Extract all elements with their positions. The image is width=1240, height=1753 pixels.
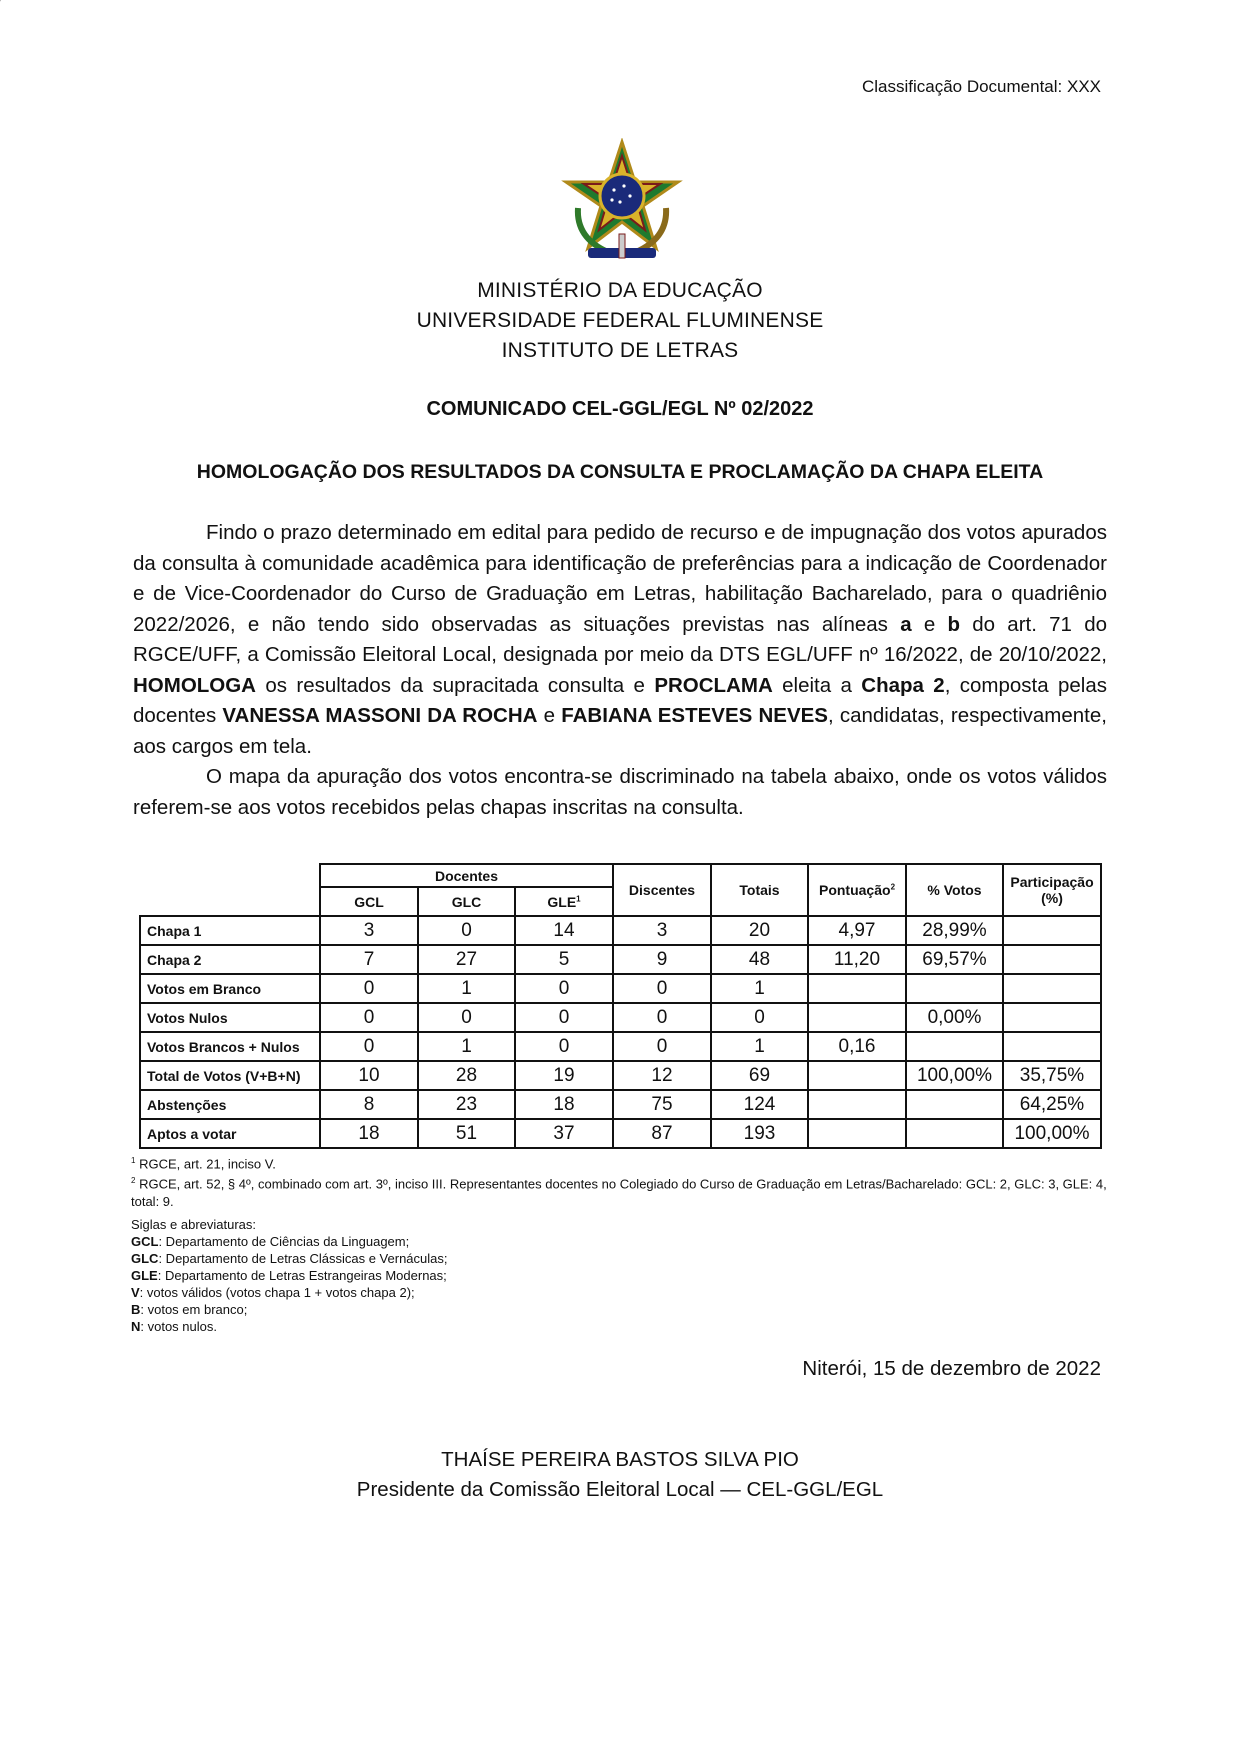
cell-pontuacao: 0,16 — [808, 1032, 906, 1061]
cell-participacao — [1003, 1032, 1101, 1061]
cell-discentes: 87 — [613, 1119, 711, 1148]
header-glc: GLC — [418, 887, 515, 916]
row-label: Total de Votos (V+B+N) — [140, 1061, 320, 1090]
abbreviations-list — [131, 1233, 1111, 1335]
cell-glc: 1 — [418, 974, 515, 1003]
row-label: Votos Brancos + Nulos — [140, 1032, 320, 1061]
cell-gcl: 7 — [320, 945, 418, 974]
cell-participacao — [1003, 916, 1101, 945]
cell-votos-pct: 69,57% — [906, 945, 1003, 974]
abbreviation-item: B: votos em branco; — [131, 1301, 248, 1317]
cell-discentes: 0 — [613, 1003, 711, 1032]
header-gcl: GCL — [320, 887, 418, 916]
cell-pontuacao — [808, 1003, 906, 1032]
row-label: Votos em Branco — [140, 974, 320, 1003]
cell-participacao — [1003, 974, 1101, 1003]
cell-votos-pct — [906, 974, 1003, 1003]
corner-mark — [0, 0, 6, 12]
table-row — [140, 945, 1101, 974]
table-corner — [140, 864, 320, 916]
signatory-name: THAÍSE PEREIRA BASTOS SILVA PIO — [441, 1448, 799, 1471]
cell-gle: 37 — [515, 1119, 613, 1148]
row-label: Votos Nulos — [140, 1003, 320, 1032]
header-university: UNIVERSIDADE FEDERAL FLUMINENSE — [416, 309, 824, 332]
cell-pontuacao — [808, 1061, 906, 1090]
header-participacao: Participação (%) — [1003, 864, 1101, 916]
cell-totais: 124 — [711, 1090, 808, 1119]
cell-votos-pct: 0,00% — [906, 1003, 1003, 1032]
signatory-role: Presidente da Comissão Eleitoral Local — CEL-GGL/EGL — [356, 1478, 884, 1501]
cell-totais: 1 — [711, 974, 808, 1003]
cell-glc: 0 — [418, 916, 515, 945]
cell-participacao — [1003, 945, 1101, 974]
cell-gle: 18 — [515, 1090, 613, 1119]
cell-votos-pct — [906, 1119, 1003, 1148]
cell-gcl: 0 — [320, 974, 418, 1003]
cell-gle: 0 — [515, 1003, 613, 1032]
header-ministry: MINISTÉRIO DA EDUCAÇÃO — [477, 279, 763, 302]
cell-votos-pct — [906, 1090, 1003, 1119]
cell-totais: 48 — [711, 945, 808, 974]
cell-gle: 19 — [515, 1061, 613, 1090]
cell-gcl: 0 — [320, 1032, 418, 1061]
header-discentes: Discentes — [613, 864, 711, 916]
abbreviation-item: GCL: Departamento de Ciências da Linguagem; — [131, 1233, 410, 1249]
footnote-2: $^2$ RGCE, art. 52, § 4º, combinado com art. 3º, inciso III. Representantes docentes no Colegiado do Curso de Graduação em Letras/Bacharelado: GCL: 2, GLC: 3, GLE: 4, total: 9. — [131, 1176, 1107, 1209]
cell-gle: 0 — [515, 1032, 613, 1061]
cell-totais: 193 — [711, 1119, 808, 1148]
cell-votos-pct: 28,99% — [906, 916, 1003, 945]
header-totais: Totais — [711, 864, 808, 916]
signature-block — [0, 1445, 1240, 1505]
cell-totais: 0 — [711, 1003, 808, 1032]
cell-totais: 1 — [711, 1032, 808, 1061]
emblem-star-dot — [618, 200, 621, 203]
table-row — [140, 1061, 1101, 1090]
abbreviation-item: GLE: Departamento de Letras Estrangeiras Modernas; — [131, 1267, 447, 1283]
row-label: Chapa 1 — [140, 916, 320, 945]
emblem-star-dot — [610, 198, 613, 201]
table-row — [140, 1032, 1101, 1061]
abbreviations-title: Siglas e abreviaturas: — [131, 1216, 257, 1232]
cell-gle: 5 — [515, 945, 613, 974]
header-gle: GLE$^1$ — [515, 887, 613, 916]
cell-gcl: 18 — [320, 1119, 418, 1148]
header-institute: INSTITUTO DE LETRAS — [501, 339, 739, 362]
classification-label: Classificação Documental: XXX — [861, 77, 1101, 96]
cell-discentes: 3 — [613, 916, 711, 945]
row-label: Chapa 2 — [140, 945, 320, 974]
cell-pontuacao — [808, 974, 906, 1003]
emblem-circle — [600, 174, 644, 218]
row-label: Aptos a votar — [140, 1119, 320, 1148]
table-row — [140, 1003, 1101, 1032]
cell-glc: 27 — [418, 945, 515, 974]
cell-discentes: 75 — [613, 1090, 711, 1119]
cell-glc: 28 — [418, 1061, 515, 1090]
header-pontuacao: Pontuação$^2$ — [808, 864, 906, 916]
header-votos-pct: % Votos — [906, 864, 1003, 916]
cell-discentes: 12 — [613, 1061, 711, 1090]
cell-totais: 20 — [711, 916, 808, 945]
emblem-star-dot — [628, 194, 631, 197]
cell-glc: 23 — [418, 1090, 515, 1119]
cell-gle: 0 — [515, 974, 613, 1003]
cell-totais: 69 — [711, 1061, 808, 1090]
table-row — [140, 1090, 1101, 1119]
cell-discentes: 0 — [613, 1032, 711, 1061]
coat-of-arms-emblem — [558, 138, 686, 266]
header-docentes: Docentes — [320, 864, 613, 887]
paragraph-2: O mapa da apuração dos votos encontra-se discriminado na tabela abaixo, onde os votos válidos referem-se aos votos recebidos pelas chapas inscritas na consulta. — [133, 765, 1107, 819]
emblem-star-dot — [622, 184, 625, 187]
row-label: Abstenções — [140, 1090, 320, 1119]
cell-pontuacao: 11,20 — [808, 945, 906, 974]
cell-participacao — [1003, 1003, 1101, 1032]
institution-header — [0, 276, 1240, 366]
emblem-sword — [619, 234, 625, 258]
body-text — [133, 518, 1107, 823]
place-date: Niterói, 15 de dezembro de 2022 — [802, 1357, 1101, 1380]
cell-votos-pct — [906, 1032, 1003, 1061]
cell-participacao: 100,00% — [1003, 1119, 1101, 1148]
table-row — [140, 1119, 1101, 1148]
table-row — [140, 974, 1101, 1003]
cell-glc: 1 — [418, 1032, 515, 1061]
cell-participacao: 64,25% — [1003, 1090, 1101, 1119]
document-title: COMUNICADO CEL-GGL/EGL Nº 02/2022 — [426, 398, 814, 420]
document-subtitle: HOMOLOGAÇÃO DOS RESULTADOS DA CONSULTA E PROCLAMAÇÃO DA CHAPA ELEITA — [196, 461, 1044, 483]
cell-votos-pct: 100,00% — [906, 1061, 1003, 1090]
table-row — [140, 916, 1101, 945]
cell-gcl: 0 — [320, 1003, 418, 1032]
cell-gcl: 3 — [320, 916, 418, 945]
cell-pontuacao — [808, 1119, 906, 1148]
cell-glc: 0 — [418, 1003, 515, 1032]
emblem-star-dot — [612, 188, 615, 191]
abbreviation-item: N: votos nulos. — [131, 1318, 217, 1334]
footnotes — [131, 1152, 1111, 1335]
cell-pontuacao: 4,97 — [808, 916, 906, 945]
abbreviation-item: V: votos válidos (votos chapa 1 + votos chapa 2); — [131, 1284, 415, 1300]
paragraph-1: Findo o prazo determinado em edital para pedido de recurso e de impugnação dos votos apurados da consulta à comunidade acadêmica para identificação de preferências para a indicação de Coordenador e de Vice-Coordenador do Curso de Graduação em Letras, habilitação Bacharelado, para o quadriênio 2022/2026, e não tendo sido observadas as situações previstas nas alíneas a e b do art. 71 do RGCE/UFF, a Comissão Eleitoral Local, designada por meio da DTS EGL/UFF nº 16/2022, de 20/10/2022, HOMOLOGA os resultados da supracitada consulta e PROCLAMA eleita a Chapa 2, composta pelas docentes VANESSA MASSONI DA ROCHA e FABIANA ESTEVES NEVES, candidatas, respectivamente, aos cargos em tela. — [133, 521, 1108, 758]
footnote-1: $^1$ RGCE, art. 21, inciso V. — [131, 1156, 276, 1172]
cell-participacao: 35,75% — [1003, 1061, 1101, 1090]
cell-pontuacao — [808, 1090, 906, 1119]
abbreviation-item: GLC: Departamento de Letras Clássicas e Vernáculas; — [131, 1250, 448, 1266]
cell-gcl: 10 — [320, 1061, 418, 1090]
cell-glc: 51 — [418, 1119, 515, 1148]
results-table — [139, 863, 1102, 1149]
cell-gcl: 8 — [320, 1090, 418, 1119]
cell-discentes: 9 — [613, 945, 711, 974]
cell-discentes: 0 — [613, 974, 711, 1003]
cell-gle: 14 — [515, 916, 613, 945]
